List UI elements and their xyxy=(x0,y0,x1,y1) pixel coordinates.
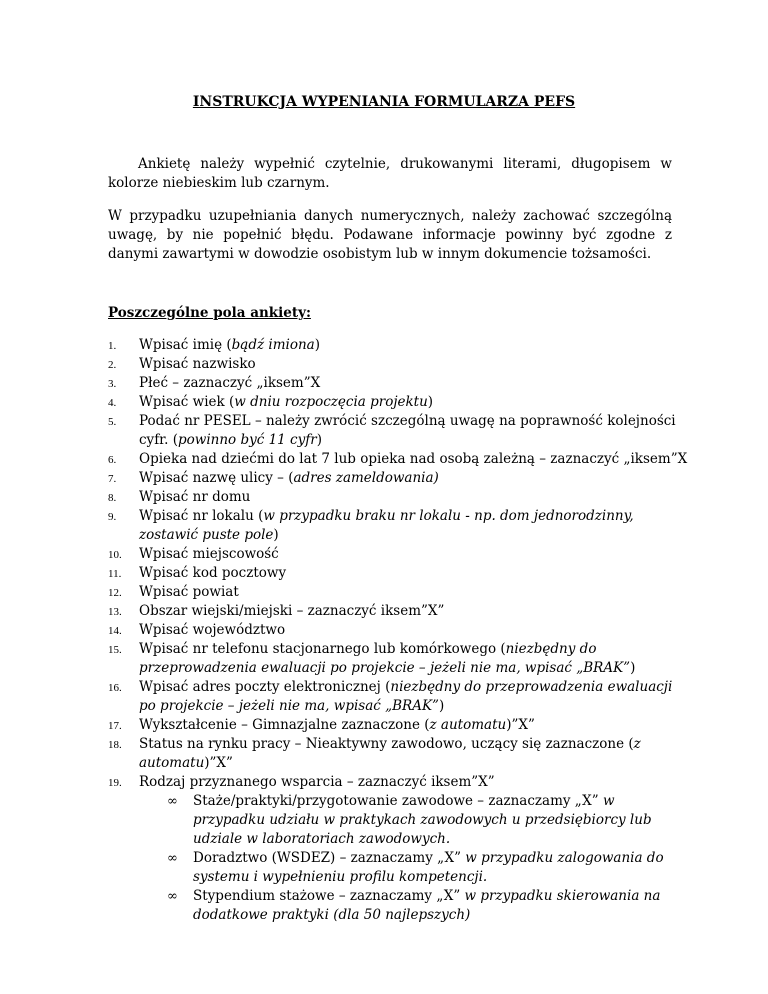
list-item-text: Rodzaj przyznanego wsparcia – zaznaczyć iksem”X” xyxy=(139,774,495,790)
support-type-text: Stypendium stażowe – zaznaczamy „X” xyxy=(193,888,465,904)
list-item-number: 1. xyxy=(108,340,117,352)
infinity-bullet-icon: ∞ xyxy=(167,889,178,904)
support-type-item xyxy=(139,887,688,925)
list-item-italic: powinno być 11 cyfr xyxy=(178,432,317,448)
list-item-text: Opieka nad dziećmi do lat 7 lub opieka nad osobą zależną – zaznaczyć „iksem”X xyxy=(139,451,688,467)
list-item-number: 4. xyxy=(108,397,117,409)
list-item-suffix: ) xyxy=(314,337,320,353)
list-item-number: 9. xyxy=(108,511,117,523)
list-item-text: Wpisać powiat xyxy=(139,584,239,600)
support-type-text: Doradztwo (WSDEZ) – zaznaczamy „X” xyxy=(193,850,466,866)
list-item-text: Wpisać imię ( xyxy=(139,337,232,353)
list-item-suffix: )”X” xyxy=(506,717,535,733)
list-item-number: 12. xyxy=(108,587,122,599)
list-item-text: Wpisać województwo xyxy=(139,622,286,638)
list-item xyxy=(108,355,688,374)
list-item xyxy=(108,602,688,621)
list-item xyxy=(108,564,688,583)
list-item-text: Płeć – zaznaczyć „iksem”X xyxy=(139,375,321,391)
list-item xyxy=(108,412,688,450)
list-item-number: 14. xyxy=(108,625,122,637)
list-item-italic: bądź imiona xyxy=(231,337,315,353)
list-item-number: 5. xyxy=(108,416,117,428)
list-item xyxy=(108,450,688,469)
infinity-bullet-icon: ∞ xyxy=(167,851,178,866)
support-type-note: w przypadku zalogowania do systemu i wypełnieniu profilu kompetencji. xyxy=(193,850,664,885)
list-item-text: Wpisać miejscowość xyxy=(139,546,279,562)
list-item-italic: niezbędny do przeprowadzenia ewaluacji po projekcie – jeżeli nie ma, wpisać „BRAK” xyxy=(139,641,631,676)
list-item-text: Wpisać nr telefonu stacjonarnego lub komórkowego ( xyxy=(139,641,506,657)
list-item xyxy=(108,469,688,488)
list-item-number: 3. xyxy=(108,378,117,390)
list-item-suffix: )”X” xyxy=(204,755,233,771)
list-item-text: Wpisać nr domu xyxy=(139,489,251,505)
list-item-number: 16. xyxy=(108,682,122,694)
intro-paragraph: Ankietę należy wypełnić czytelnie, drukowanymi literami, długopisem w kolorze niebieskim lub czarnym. xyxy=(108,156,672,191)
list-item-text: Wpisać nazwisko xyxy=(139,356,256,372)
list-item xyxy=(108,716,688,735)
list-item-suffix: ) xyxy=(273,527,279,543)
list-item xyxy=(108,336,688,355)
list-item-italic: z automatu xyxy=(429,717,507,733)
list-item-text: Obszar wiejski/miejski – zaznaczyć iksem”X” xyxy=(139,603,445,619)
list-item xyxy=(108,393,688,412)
list-item-number: 18. xyxy=(108,739,122,751)
list-item-number: 6. xyxy=(108,454,117,466)
support-types-list xyxy=(139,792,688,925)
numeric-data-paragraph: W przypadku uzupełniania danych numerycznych, należy zachować szczególną uwagę, by nie popełnić błędu. Podawane informacje powinny być zgodne z danymi zawartymi w dowodzie osobistym lub w innym dokumencie tożsamości. xyxy=(108,208,672,262)
infinity-bullet-icon: ∞ xyxy=(167,794,178,809)
list-item xyxy=(108,507,688,545)
list-item xyxy=(108,488,688,507)
list-item-italic: w dniu rozpoczęcia projektu xyxy=(234,394,428,410)
list-item-number: 19. xyxy=(108,777,122,789)
list-item xyxy=(108,374,688,393)
list-item-suffix: ) xyxy=(630,660,636,676)
list-item-text: Wpisać adres poczty elektronicznej ( xyxy=(139,679,391,695)
list-item-italic: adres zameldowania) xyxy=(293,470,439,486)
list-item-number: 2. xyxy=(108,359,117,371)
page-title: INSTRUKCJA WYPENIANIA FORMULARZA PEFS xyxy=(192,94,576,110)
list-item xyxy=(108,678,688,716)
support-type-note: w przypadku udziału w praktykach zawodowych u przedsiębiorcy lub udziale w laboratoriach zawodowych. xyxy=(193,793,652,847)
list-item-suffix: ) xyxy=(427,394,434,410)
list-item xyxy=(108,640,688,678)
list-item-text: Wpisać nazwę ulicy – ( xyxy=(139,470,294,486)
support-type-text: Staże/praktyki/przygotowanie zawodowe – zaznaczamy „X” xyxy=(193,793,603,809)
list-item-number: 7. xyxy=(108,473,117,485)
list-item xyxy=(108,773,688,925)
list-item-text: Status na rynku pracy – Nieaktywny zawodowo, uczący się zaznaczone ( xyxy=(139,736,634,752)
list-item-text: Wpisać kod pocztowy xyxy=(139,565,287,581)
list-item-number: 11. xyxy=(108,568,122,580)
list-item-number: 13. xyxy=(108,606,122,618)
list-item-suffix: ) xyxy=(438,698,445,714)
list-item-italic: z automatu xyxy=(139,736,641,771)
list-item-text: Wpisać wiek ( xyxy=(139,394,235,410)
list-item-number: 15. xyxy=(108,644,122,656)
list-item-text: Podać nr PESEL – należy zwrócić szczególną uwagę na poprawność kolejności cyfr. ( xyxy=(139,413,676,448)
support-type-item xyxy=(139,849,688,887)
fields-list xyxy=(108,336,688,925)
list-item xyxy=(108,583,688,602)
list-item-number: 17. xyxy=(108,720,122,732)
list-item-suffix: ) xyxy=(316,432,322,448)
support-type-item xyxy=(139,792,688,849)
list-item-italic: niezbędny do przeprowadzenia ewaluacji po projekcie – jeżeli nie ma, wpisać „BRAK” xyxy=(139,679,673,714)
support-type-note: w przypadku skierowania na dodatkowe praktyki (dla 50 najlepszych) xyxy=(193,888,661,923)
list-item-text: Wpisać nr lokalu ( xyxy=(139,508,264,524)
list-item-number: 10. xyxy=(108,549,122,561)
list-item xyxy=(108,735,688,773)
section-heading: Poszczególne pola ankiety: xyxy=(108,305,311,321)
list-item xyxy=(108,545,688,564)
list-item-italic: w przypadku braku nr lokalu - np. dom jednorodzinny, zostawić puste pole xyxy=(139,508,634,543)
list-item-text: Wykształcenie – Gimnazjalne zaznaczone ( xyxy=(139,717,430,733)
list-item-number: 8. xyxy=(108,492,117,504)
list-item xyxy=(108,621,688,640)
